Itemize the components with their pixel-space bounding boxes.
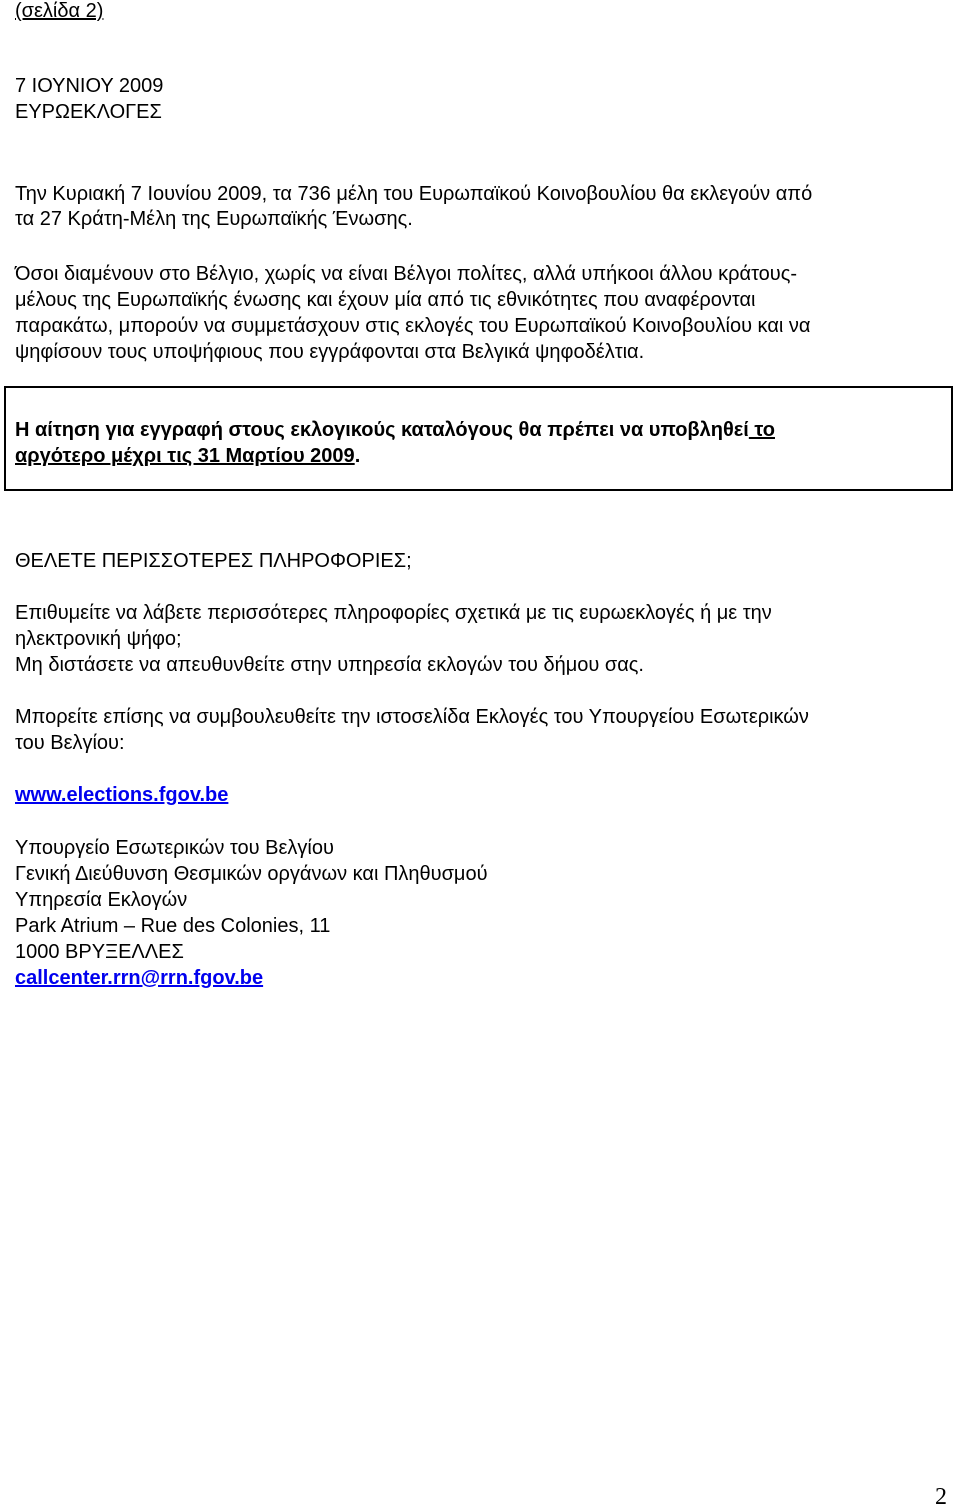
website-link-row [15,782,228,808]
eligibility-line-1: Όσοι διαμένουν στο Βέλγιο, χωρίς να είναι Βέλγοι πολίτες, αλλά υπήκοοι άλλου κράτους- [15,263,798,285]
deadline-period: . [354,445,361,467]
page-number: 2 [935,1484,947,1510]
address-line-4: Park Atrium – Rue des Colonies, 11 [15,915,331,937]
deadline-notice-underlined-start: το [748,419,775,441]
page-title: ΕΥΡΩΕΚΛΟΓΕΣ [15,101,162,123]
intro-line-2: τα 27 Κράτη-Μέλη της Ευρωπαϊκής Ένωσης. [15,208,413,230]
address-line-3: Υπηρεσία Εκλογών [15,889,188,911]
website-link[interactable]: www.elections.fgov.be [15,784,229,806]
deadline-date: αργότερο μέχρι τις 31 Μαρτίου 2009 [15,445,355,467]
address-line-5: 1000 ΒΡΥΞΕΛΛΕΣ [15,941,184,963]
email-link-row [15,965,263,991]
email-link[interactable]: callcenter.rrn@rrn.fgov.be [15,967,264,989]
deadline-notice-line-1 [15,417,775,443]
intro-line-1: Την Κυριακή 7 Ιουνίου 2009, τα 736 μέλη του Ευρωπαϊκού Κοινοβουλίου θα εκλεγούν από [15,183,813,205]
date-heading: 7 ΙΟΥΝΙΟΥ 2009 [15,75,164,97]
eligibility-line-2: μέλους της Ευρωπαϊκής ένωσης και έχουν μία από τις εθνικότητες που αναφέρονται [15,289,756,311]
more-info-line-1: Επιθυμείτε να λάβετε περισσότερες πληροφορίες σχετικά με τις ευρωεκλογές ή με την [15,602,772,624]
eligibility-line-4: ψηφίσουν τους υποψήφιους που εγγράφονται στα Βελγικά ψηφοδέλτια. [15,341,645,363]
page-marker: (σελίδα 2) [15,0,104,22]
more-info-line-5: του Βελγίου: [15,732,125,754]
address-line-2: Γενική Διεύθυνση Θεσμικών οργάνων και Πληθυσμού [15,863,488,885]
deadline-notice-line-2 [15,443,360,469]
more-info-line-2: ηλεκτρονική ψήφο; [15,628,182,650]
deadline-notice-text: Η αίτηση για εγγραφή στους εκλογικούς καταλόγους θα πρέπει να υποβληθεί [15,419,749,441]
address-line-1: Υπουργείο Εσωτερικών του Βελγίου [15,837,334,859]
eligibility-line-3: παρακάτω, μπορούν να συμμετάσχουν στις εκλογές του Ευρωπαϊκού Κοινοβουλίου και να [15,315,811,337]
more-info-line-3: Μη διστάσετε να απευθυνθείτε στην υπηρεσία εκλογών του δήμου σας. [15,654,644,676]
more-info-line-4: Μπορείτε επίσης να συμβουλευθείτε την ιστοσελίδα Εκλογές του Υπουργείου Εσωτερικών [15,706,809,728]
more-info-heading: ΘΕΛΕΤΕ ΠΕΡΙΣΣΟΤΕΡΕΣ ΠΛΗΡΟΦΟΡΙΕΣ; [15,550,412,572]
